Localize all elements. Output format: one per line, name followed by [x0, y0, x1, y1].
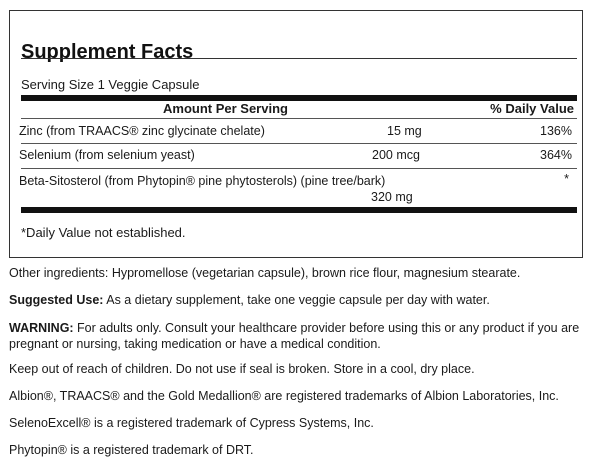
row-selenium-amount: 200 mcg — [372, 148, 420, 162]
row-zinc-amount: 15 mg — [387, 124, 422, 138]
row-divider — [21, 168, 577, 169]
row-selenium-dv: 364% — [540, 148, 572, 162]
warning-text: For adults only. Consult your healthcare provider before using this or any product if you are pregnant or nursing, taking medication or have a medical condition. — [9, 321, 580, 351]
trademark-albion: Albion®, TRAACS® and the Gold Medallion® are registered trademarks of Albion Laboratories, Inc. — [9, 389, 559, 403]
serving-size: Serving Size 1 Veggie Capsule — [21, 77, 200, 92]
header-amount-per-serving: Amount Per Serving — [163, 101, 288, 116]
warning-label: WARNING: — [9, 321, 74, 335]
row-zinc-dv: 136% — [540, 124, 572, 138]
row-selenium-name: Selenium (from selenium yeast) — [19, 148, 195, 162]
title-divider — [21, 58, 577, 59]
suggested-use-text: As a dietary supplement, take one veggie capsule per day with water. — [103, 293, 490, 307]
warning — [9, 320, 581, 352]
storage-notice: Keep out of reach of children. Do not use if seal is broken. Store in a cool, dry place. — [9, 362, 475, 376]
header-divider — [21, 118, 577, 119]
trademark-phytopin: Phytopin® is a registered trademark of DRT. — [9, 443, 254, 457]
thick-divider-bottom — [21, 207, 577, 213]
trademark-selenoexcell: SelenoExcell® is a registered trademark of Cypress Systems, Inc. — [9, 416, 374, 430]
row-beta-sitosterol-amount: 320 mg — [371, 190, 413, 204]
daily-value-footnote: *Daily Value not established. — [21, 225, 186, 240]
row-beta-sitosterol-dv: * — [564, 172, 569, 186]
suggested-use — [9, 292, 581, 308]
header-daily-value: % Daily Value — [490, 101, 574, 116]
row-divider — [21, 143, 577, 144]
row-zinc-name: Zinc (from TRAACS® zinc glycinate chelate) — [19, 124, 265, 138]
facts-title: Supplement Facts — [21, 41, 194, 63]
other-ingredients: Other ingredients: Hypromellose (vegetarian capsule), brown rice flour, magnesium stearate. — [9, 266, 521, 280]
row-beta-sitosterol-name: Beta-Sitosterol (from Phytopin® pine phytosterols) (pine tree/bark) — [19, 174, 386, 188]
suggested-use-label: Suggested Use: — [9, 293, 104, 307]
supplement-facts-panel — [9, 10, 583, 258]
